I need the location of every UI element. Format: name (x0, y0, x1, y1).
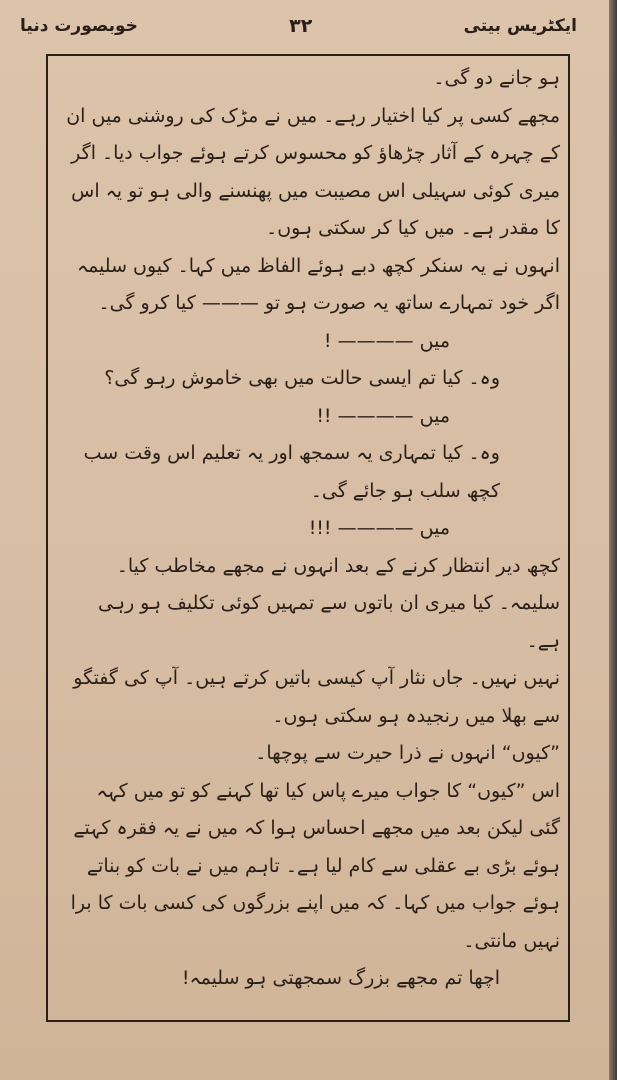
dialogue-line: وہ۔ کیا تمہاری یہ سمجھ اور یہ تعلیم اس وقت سب کچھ سلب ہو جائے گی۔ (83, 442, 500, 502)
binding-edge (609, 0, 617, 1080)
paragraph: ”کیوں“ انہوں نے ذرا حیرت سے پوچھا۔ (255, 742, 560, 764)
dialogue-line: میں ———— ! (323, 329, 450, 352)
dialogue-line: وہ۔ کیا تم ایسی حالت میں بھی خاموش رہو گی؟ (104, 367, 500, 389)
dialogue-line: میں ———— !!! (308, 517, 450, 539)
paragraph: نہیں نہیں۔ جاں نثار آپ کیسی باتیں کرتے ہیں۔ آپ کی گفتگو سے بھلا میں رنجیدہ ہو سکتی ہوں۔ (73, 667, 560, 727)
paragraph: کچھ دیر انتظار کرنے کے بعد انہوں نے مجھے مخاطب کیا۔ سلیمہ۔ کیا میری ان باتوں سے تمہیں کوئی تکلیف ہو رہی ہے۔ (98, 554, 560, 652)
page-number: ۳۲ (289, 15, 313, 37)
paragraph: مجھے کسی پر کیا اختیار رہے۔ میں نے مڑک کی روشنی میں ان کے چہرہ کے آثار چڑھاؤ کو محسوس کرتے ہوئے جواب دیا۔ اگر میری کوئی سہیلی اس مصیبت میں پھنسنے والی ہو تو یہ اس کا مقدر ہے۔ میں کیا کر سکتی ہوں۔ (66, 104, 560, 239)
paragraph: اس ”کیوں“ کا جواب میرے پاس کیا تھا کہنے کو تو میں کہہ گئی لیکن بعد میں مجھے احساس ہوا کہ میں نے یہ فقرہ کہتے ہوئے بڑی بے عقلی سے کام لیا ہے۔ تاہم میں نے بات کو بناتے ہوئے جواب میں کہا۔ کہ میں اپنے بزرگوں کی کسی بات کا برا نہیں مانتی۔ (70, 779, 560, 952)
paragraph: ہو جانے دو گی۔ (433, 67, 560, 89)
paragraph: اچھا تم مجھے بزرگ سمجھتی ہو سلیمہ! (181, 967, 500, 989)
body-text (62, 60, 560, 998)
page-header (20, 6, 577, 46)
paragraph: انہوں نے یہ سنکر کچھ دبے ہوئے الفاظ میں کہا۔ کیوں سلیمہ اگر خود تمہارے ساتھ یہ صورت ہو تو ——— کیا کرو گی۔ (76, 254, 560, 314)
chapter-title: ایکٹریس بیتی (463, 16, 577, 36)
book-title: خوبصورت دنیا (20, 16, 138, 36)
dialogue-line: میں ———— !! (316, 404, 450, 427)
